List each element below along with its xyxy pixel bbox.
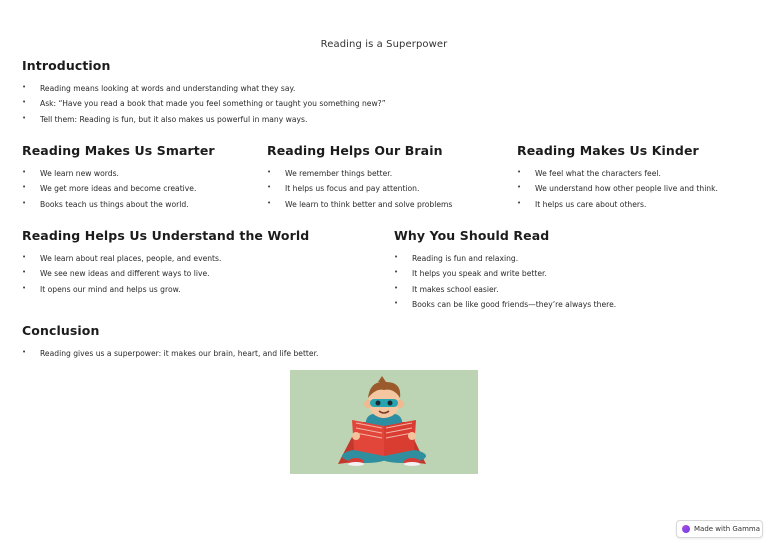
list-item-text: We get more ideas and become creative. — [40, 184, 197, 194]
list-item — [517, 200, 757, 215]
section-heading: Conclusion — [22, 323, 100, 338]
bullet-list — [394, 254, 754, 315]
bullet-icon: • — [517, 198, 522, 207]
bullet-icon: • — [22, 253, 27, 261]
bullet-icon: • — [517, 168, 522, 176]
list-item — [22, 99, 722, 114]
section-brain — [267, 143, 507, 215]
list-item — [22, 84, 722, 99]
list-item-text: We feel what the characters feel. — [535, 169, 661, 178]
list-item — [22, 169, 252, 184]
section-introduction — [22, 58, 722, 130]
section-why-read — [394, 228, 754, 315]
list-item — [22, 285, 382, 300]
list-item — [267, 169, 507, 184]
list-item — [267, 200, 507, 215]
section-conclusion — [22, 323, 722, 364]
section-heading: Reading Helps Us Understand the World — [22, 228, 310, 243]
list-item — [22, 184, 252, 199]
list-item-text: Ask: “Have you read a book that made you feel something or taught you something new?” — [40, 99, 386, 109]
section-heading: Introduction — [22, 58, 111, 73]
list-item-text: We remember things better. — [285, 169, 393, 178]
section-world — [22, 228, 382, 300]
list-item-text: We learn to think better and solve problems — [285, 199, 453, 209]
bullet-icon: • — [22, 168, 27, 176]
section-heading: Reading Makes Us Kinder — [517, 143, 699, 158]
list-item-text: It helps us focus and pay attention. — [285, 184, 420, 194]
list-item — [22, 200, 252, 215]
list-item-text: It helps us care about others. — [535, 199, 647, 209]
list-item-text: We understand how other people live and think. — [535, 184, 718, 194]
list-item-text: Tell them: Reading is fun, but it also makes us powerful in many ways. — [40, 114, 308, 124]
bullet-icon: • — [22, 98, 27, 107]
bullet-list — [22, 84, 722, 130]
list-item — [22, 115, 722, 130]
section-kinder — [517, 143, 757, 215]
bullet-list — [22, 254, 382, 300]
bullet-icon: • — [22, 348, 27, 356]
section-smarter — [22, 143, 252, 215]
bullet-icon: • — [394, 253, 399, 261]
list-item — [394, 254, 754, 269]
bullet-list — [22, 169, 252, 215]
list-item — [394, 269, 754, 284]
bullet-icon: • — [22, 113, 27, 122]
list-item — [267, 184, 507, 199]
section-heading: Reading Helps Our Brain — [267, 143, 443, 158]
bullet-icon: • — [394, 268, 399, 277]
gamma-logo-icon — [682, 525, 690, 533]
list-item — [22, 269, 382, 284]
bullet-icon: • — [267, 168, 272, 176]
list-item-text: Reading is fun and relaxing. — [412, 254, 519, 263]
list-item-text: Books can be like good friends—they’re always there. — [412, 299, 617, 309]
bullet-icon: • — [517, 183, 522, 192]
section-heading: Why You Should Read — [394, 228, 550, 243]
bullet-list — [267, 169, 507, 215]
list-item-text: Reading gives us a superpower: it makes our brain, heart, and life better. — [40, 349, 319, 358]
list-item — [22, 349, 722, 364]
list-item-text: We learn new words. — [40, 169, 119, 178]
bullet-list — [517, 169, 757, 215]
bullet-icon: • — [22, 83, 27, 91]
list-item-text: Reading means looking at words and understanding what they say. — [40, 84, 296, 93]
bullet-icon: • — [394, 283, 399, 292]
list-item — [394, 285, 754, 300]
bullet-icon: • — [394, 298, 399, 307]
bullet-icon: • — [22, 268, 27, 277]
list-item — [22, 254, 382, 269]
list-item-text: It makes school easier. — [412, 284, 499, 294]
bullet-icon: • — [267, 198, 272, 207]
list-item — [517, 169, 757, 184]
list-item — [394, 300, 754, 315]
superhero-boy-reading-icon — [290, 370, 478, 474]
list-item-text: It helps you speak and write better. — [412, 269, 547, 279]
list-item-text: It opens our mind and helps us grow. — [40, 284, 181, 294]
bullet-icon: • — [267, 183, 272, 192]
bullet-icon: • — [22, 283, 27, 292]
bullet-icon: • — [22, 183, 27, 192]
section-heading: Reading Makes Us Smarter — [22, 143, 215, 158]
list-item — [517, 184, 757, 199]
list-item-text: Books teach us things about the world. — [40, 199, 189, 209]
bullet-icon: • — [22, 198, 27, 207]
made-with-gamma-badge[interactable] — [676, 520, 763, 538]
bullet-list — [22, 349, 722, 364]
list-item-text: We learn about real places, people, and events. — [40, 254, 222, 263]
page-title: Reading is a Superpower — [320, 39, 448, 50]
list-item-text: We see new ideas and different ways to live. — [40, 269, 210, 279]
badge-label: Made with Gamma — [694, 525, 761, 533]
